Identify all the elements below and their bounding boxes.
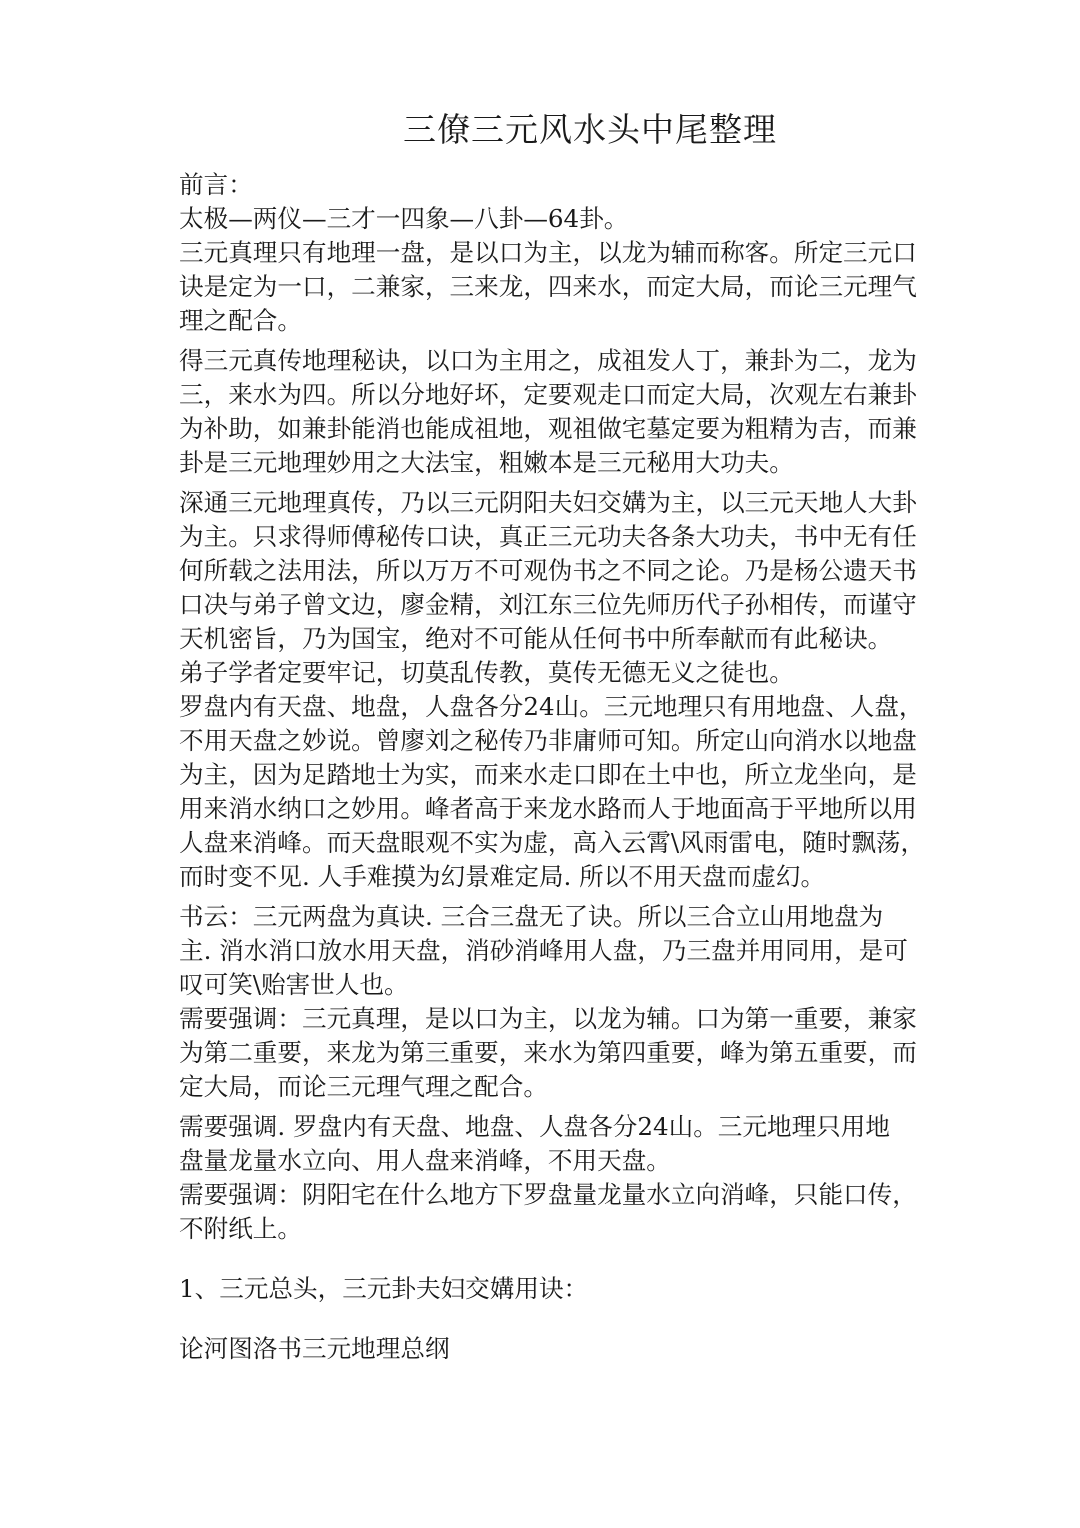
text-line: 为第二重要，来龙为第三重要，来水为第四重要，峰为第五重要，而: [179, 1038, 917, 1067]
text-line: 三，来水为四。所以分地好坏，定要观走口而定大局，次观左右兼卦: [179, 380, 917, 409]
text-line: 前言：: [179, 170, 253, 199]
text-line: 卦是三元地理妙用之大法宝，粗嫩本是三元秘用大功夫。: [179, 448, 794, 477]
text-line: 需要强调：阴阳宅在什么地方下罗盘量龙量水立向消峰，只能口传，: [179, 1180, 917, 1209]
text-line: 罗盘内有天盘、地盘，人盘各分24山。三元地理只有用地盘、人盘，: [179, 692, 924, 721]
text-line: 用来消水纳口之妙用。峰者高于来龙水路而人于地面高于平地所以用: [179, 794, 917, 823]
text-line: 论河图洛书三元地理总纲: [179, 1334, 450, 1363]
text-line: 太极—两仪—三才一四象—八卦—64卦。: [179, 204, 629, 233]
paragraph-emphasis-1: [179, 1002, 929, 1104]
text-line: 弟子学者定要牢记，切莫乱传教，莫传无德无义之徒也。: [179, 658, 794, 687]
text-line: 需要强调. 罗盘内有天盘、地盘、人盘各分24山。三元地理只用地: [179, 1112, 890, 1141]
text-line: 何所载之法用法，所以万万不可观伪书之不同之论。乃是杨公遗天书: [179, 556, 917, 585]
text-line: 不用天盘之妙说。曾廖刘之秘传乃非庸师可知。所定山向消水以地盘: [179, 726, 917, 755]
text-line: 叹可笑\贻害世人也。: [179, 970, 409, 999]
text-line: 书云：三元两盘为真诀. 三合三盘无了诀。所以三合立山用地盘为: [179, 902, 884, 931]
text-line: 理之配合。: [179, 306, 302, 335]
text-line: 三元真理只有地理一盘，是以口为主，以龙为辅而称客。所定三元口: [179, 238, 917, 267]
paragraph-compass: [179, 690, 929, 894]
text-line: 天机密旨，乃为国宝，绝对不可能从任何书中所奉献而有此秘诀。: [179, 624, 893, 653]
text-line: 得三元真传地理秘诀，以口为主用之，成祖发人丁，兼卦为二，龙为: [179, 346, 917, 375]
text-line: 不附纸上。: [179, 1214, 302, 1243]
text-line: 1、三元总头，三元卦夫妇交媾用诀：: [179, 1274, 589, 1303]
text-line: 定大局，而论三元理气理之配合。: [179, 1072, 548, 1101]
paragraph-emphasis-3: [179, 1178, 929, 1246]
text-line: 为主。只求得师傅秘传口诀，真正三元功夫各条大功夫，书中无有任: [179, 522, 917, 551]
section-heading-1: [179, 1272, 929, 1306]
text-line: 需要强调：三元真理，是以口为主，以龙为辅。口为第一重要，兼家: [179, 1004, 917, 1033]
paragraph-book-says: [179, 900, 929, 1002]
paragraph-sanyuan-principle: [179, 236, 929, 338]
paragraph-taiji: [179, 202, 929, 236]
text-line: 为补助，如兼卦能消也能成祖地，观祖做宅墓定要为粗精为吉，而兼: [179, 414, 917, 443]
document-body: [179, 168, 929, 1366]
paragraph-preface: [179, 168, 929, 202]
text-line: 主. 消水消口放水用天盘，消砂消峰用人盘，乃三盘并用同用，是可: [179, 936, 908, 965]
text-line: 口决与弟子曾文边，廖金精，刘江东三位先师历代子孙相传，而谨守: [179, 590, 917, 619]
paragraph-emphasis-2: [179, 1110, 929, 1178]
paragraph-deep-understanding: [179, 486, 929, 690]
paragraph-true-transmission: [179, 344, 929, 480]
text-line: 诀是定为一口，二兼家，三来龙，四来水，而定大局，而论三元理气: [179, 272, 917, 301]
text-line: 而时变不见. 人手难摸为幻景难定局. 所以不用天盘而虚幻。: [179, 862, 826, 891]
text-line: 为主，因为足踏地士为实，而来水走口即在土中也，所立龙坐向，是: [179, 760, 917, 789]
text-line: 深通三元地理真传，乃以三元阴阳夫妇交媾为主，以三元天地人大卦: [179, 488, 917, 517]
text-line: 人盘来消峰。而天盘眼观不实为虚，高入云霄\风雨雷电，随时飘荡，: [179, 828, 926, 857]
subsection-heading: [179, 1332, 929, 1366]
text-line: 盘量龙量水立向、用人盘来消峰，不用天盘。: [179, 1146, 671, 1175]
document-title: 三僚三元风水头中尾整理: [403, 110, 777, 149]
